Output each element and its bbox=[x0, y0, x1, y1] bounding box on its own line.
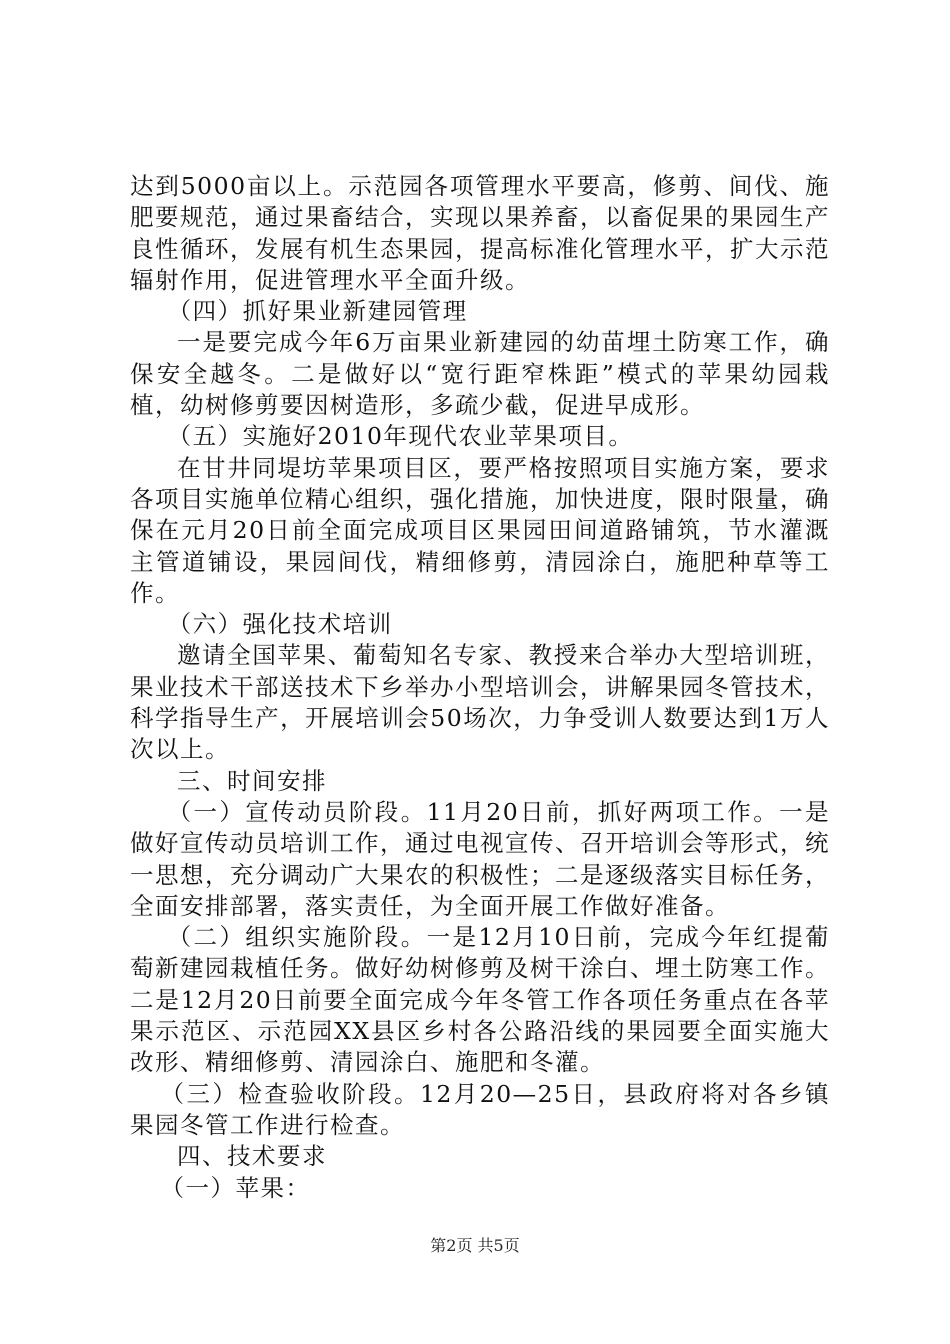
subheading-apple: （一）苹果： bbox=[160, 1173, 311, 1202]
heading-apple-project: （五）实施好2010年现代农业苹果项目。 bbox=[167, 422, 634, 451]
section-heading-schedule: 三、时间安排 bbox=[177, 766, 327, 795]
heading-training: （六）强化技术培训 bbox=[167, 610, 393, 639]
section-heading-technical: 四、技术要求 bbox=[177, 1142, 327, 1171]
paragraph-new-orchard: 一是要完成今年6万亩果业新建园的幼苗埋土防寒工作，确保安全越冬。二是做好以“宽行距窄株距”模式的苹果幼园栽植，幼树修剪要因树造形，多疏少截，促进早成形。 bbox=[130, 328, 830, 420]
document-body bbox=[130, 171, 830, 1204]
paragraph-training: 邀请全国苹果、葡萄知名专家、教授来合举办大型培训班，果业技术干部送技术下乡举办小型培训会，讲解果园冬管技术，科学指导生产，开展培训会50场次，力争受训人数要达到1万人次以上。 bbox=[130, 641, 830, 764]
paragraph-schedule-stage-1: （一）宣传动员阶段。11月20日前，抓好两项工作。一是做好宣传动员培训工作，通过电视宣传、召开培训会等形式，统一思想，充分调动广大果农的积极性；二是逐级落实目标任务，全面安排部署，落实责任，为全面开展工作做好准备。 bbox=[130, 797, 830, 920]
paragraph-schedule-stage-3: （三）检查验收阶段。12月20—25日，县政府将对各乡镇果园冬管工作进行检查。 bbox=[130, 1079, 830, 1139]
paragraph-schedule-stage-2: （二）组织实施阶段。一是12月10日前，完成今年红提葡萄新建园栽植任务。做好幼树修剪及树干涂白、埋土防寒工作。二是12月20日前要全面完成今年冬管工作各项任务重点在各苹果示范区、示范园XX县区乡村各公路沿线的果园要全面实施大改形、精细修剪、清园涂白、施肥和冬灌。 bbox=[130, 923, 830, 1077]
paragraph-demo-garden: 达到5000亩以上。示范园各项管理水平要高，修剪、间伐、施肥要规范，通过果畜结合，实现以果养畜，以畜促果的果园生产良性循环，发展有机生态果园，提高标准化管理水平，扩大示范辐射作用，促进管理水平全面升级。 bbox=[130, 172, 830, 294]
page-number-footer: 第2页 共5页 bbox=[430, 1236, 520, 1255]
heading-new-orchard: （四）抓好果业新建园管理 bbox=[167, 297, 468, 326]
paragraph-apple-project: 在甘井同堤坊苹果项目区，要严格按照项目实施方案，要求各项目实施单位精心组织，强化措施，加快进度，限时限量，确保在元月20日前全面完成项目区果园田间道路铺筑，节水灌溉主管道铺设，果园间伐，精细修剪，清园涂白，施肥种草等工作。 bbox=[130, 453, 830, 607]
